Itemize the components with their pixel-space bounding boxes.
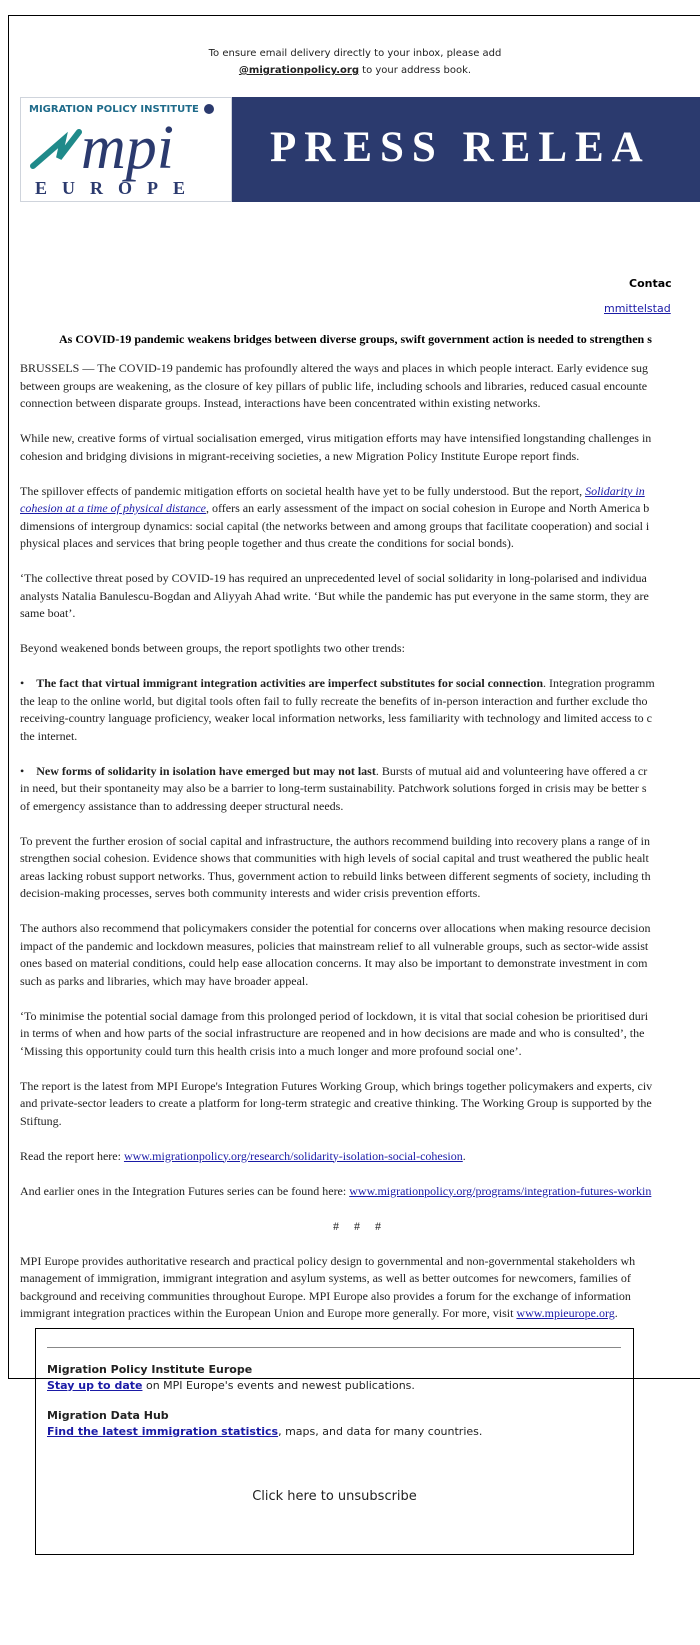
text-line: . Integration programm [543,676,655,690]
press-release-title: PRESS RELEA [270,124,651,171]
text-line: Stiftung. [20,1113,62,1128]
text-line: of emergency assistance than to addressing deeper structural needs. [20,798,344,813]
bullet-1 [20,675,700,745]
text-line: , offers an early assessment of the impact on social cohesion in Europe and North America b [205,501,650,515]
paragraph-3 [20,483,700,553]
footer-text: on MPI Europe's events and newest publications. [142,1379,415,1392]
report-url-link[interactable]: www.migrationpolicy.org/research/solidarity-isolation-social-cohesion [123,1148,463,1163]
report-title-link[interactable]: Solidarity in [585,483,645,498]
contact-label: Contac [629,277,672,290]
text-line: such as parks and libraries, which may have broader appeal. [20,973,309,988]
text-line: ‘Missing this opportunity could turn this health crisis into a much longer and more profound social one’. [20,1043,522,1058]
immigration-statistics-link[interactable]: Find the latest immigration statistics [47,1425,279,1438]
footer-divider [47,1347,621,1348]
text-line: The authors also recommend that policymakers consider the potential for concerns over allocations when making resource decision [20,921,651,935]
text-line: cohesion and bridging divisions in migrant-receiving societies, a new Migration Policy Institute Europe report finds. [20,448,580,463]
bullet-2-bold: New forms of solidarity in isolation have emerged but may not last [36,763,376,778]
logo-top-text: MIGRATION POLICY INSTITUTE [29,104,199,115]
delivery-line-2 [9,62,700,79]
unsubscribe-link[interactable]: Click here to unsubscribe [252,1489,417,1504]
text-line: in terms of when and how parts of the social infrastructure are reopened and in how decisions are made and who is consulted’, the [20,1026,645,1040]
paragraph-9 [20,1078,700,1131]
delivery-line-1: To ensure email delivery directly to your inbox, please add [208,48,502,59]
text-line: And earlier ones in the Integration Futures series can be found here: [20,1183,350,1198]
text-line: receiving-country language proficiency, weaker local information networks, less familiarity with technology and limited access to c [20,711,653,725]
footer-org1-line [47,1379,415,1392]
text-line: . [614,1306,618,1320]
email-frame [8,15,700,1379]
text-line: areas lacking robust support networks. Thus, government action to rebuild links between different segments of society, including th [20,868,651,883]
contact-email-link[interactable]: mmittelstad [604,302,671,315]
footer-org2-line [47,1425,482,1438]
press-release-band [232,97,700,202]
paragraph-10 [20,1148,700,1166]
text-line: ‘The collective threat posed by COVID-19 has required an unprecedented level of social solidarity in long-polarised and individua [20,571,647,585]
footer-text: , maps, and data for many countries. [278,1425,483,1438]
text-line: connection between disparate groups. Instead, interactions have been concentrated within existing networks. [20,396,541,410]
paragraph-6 [20,833,700,903]
paragraph-11 [20,1183,700,1201]
text-line: the leap to the online world, but digital tools often fail to fully recreate the benefits of in-person interaction and further exclude tho [20,693,648,708]
bullet-1-bold: The fact that virtual immigrant integration activities are imperfect substitutes for social connection [36,676,544,690]
footer-box [35,1328,634,1555]
text-line: decision-making processes, serves both community interests and wider crisis prevention efforts. [20,886,481,900]
text-line: dimensions of intergroup dynamics: social capital (the networks between and among groups that facilitate cooperation) and social i [20,518,650,533]
footer-org1-title: Migration Policy Institute Europe [47,1363,253,1376]
delivery-email-link[interactable]: @migrationpolicy.org [238,65,359,76]
text-line: The spillover effects of pandemic mitigation efforts on societal health have yet to be fully understood. But the report, [20,483,586,498]
text-line: ones based on material conditions, could help ease allocation concerns. It may also be important to demonstrate investment in com [20,956,648,970]
text-line: the internet. [20,728,78,743]
text-line: ‘To minimise the potential social damage from this prolonged period of lockdown, it is vital that social cohesion be prioritised duri [20,1008,649,1023]
paragraph-1 [20,360,700,413]
press-release-banner [20,97,700,202]
article-body [20,360,700,1340]
text-line: The report is the latest from MPI Europe's Integration Futures Working Group, which brings together policymakers and experts, civ [20,1078,653,1093]
section-divider-hashes: # # # [333,1218,387,1233]
text-line: in need, but their spontaneity may also be a barrier to long-term sustainability. Patchwork solutions forged in crisis may be better s [20,781,647,795]
stay-up-to-date-link[interactable]: Stay up to date [47,1379,143,1392]
mpi-wordmark-icon [29,110,229,182]
text-line: Read the report here: [20,1148,124,1163]
text-line: While new, creative forms of virtual socialisation emerged, virus mitigation efforts may have intensified longstanding challenges in [20,431,652,445]
logo-mpi-text: mpi [81,114,174,182]
paragraph-12 [20,1253,700,1323]
footer-org2-title: Migration Data Hub [47,1409,169,1422]
bullet-icon: • [20,676,37,690]
headline: As COVID-19 pandemic weakens bridges between diverse groups, swift government action is needed to strengthen s [59,332,652,346]
logo-europe-text: EUROPE [35,178,201,198]
delivery-notice [9,45,700,79]
report-title-link-cont[interactable]: cohesion at a time of physical distance [20,501,206,515]
mpi-europe-logo[interactable] [20,97,232,202]
text-line: strengthen social cohesion. Evidence shows that communities with high levels of social capital and trust weathered the public healt [20,851,649,865]
text-line: management of immigration, immigrant integration and asylum systems, as well as better outcomes for newcomers, families of [20,1271,631,1285]
text-line: background and receiving communities throughout Europe. MPI Europe also provides a forum for the exchange of information [20,1288,631,1303]
paragraph-2 [20,430,700,465]
series-url-link[interactable]: www.migrationpolicy.org/programs/integration-futures-workin [349,1183,652,1198]
text-line: and private-sector leaders to create a platform for long-term strategic and creative thinking. The Working Group is supported by the [20,1096,652,1110]
text-line: immigrant integration practices within the European Union and Europe more generally. For more, visit [20,1306,517,1320]
mpieurope-link[interactable]: www.mpieurope.org [516,1306,615,1320]
text-line: same boat’. [20,606,76,620]
text-line: . Bursts of mutual aid and volunteering have offered a cr [375,763,648,778]
text-line: between groups are weakening, as the closure of key pillars of public life, including schools and libraries, reduced casual encounte [20,378,648,393]
paragraph-5: Beyond weakened bonds between groups, the report spotlights two other trends: [20,641,405,655]
text-line: physical places and services that bring people together and thus create the conditions for social bonds). [20,536,514,550]
bullet-2 [20,763,700,816]
text-line: . [462,1148,466,1163]
bullet-icon: • [20,763,37,778]
paragraph-4 [20,570,700,623]
text-line: analysts Natalia Banulescu-Bogdan and Aliyyah Ahad write. ‘But while the pandemic has put everyone in the same storm, they are [20,588,649,603]
delivery-line-2-rest: to your address book. [358,65,472,76]
text-line: BRUSSELS — The COVID-19 pandemic has profoundly altered the ways and places in which people interact. Early evidence sug [20,361,648,375]
paragraph-8 [20,1008,700,1061]
text-line: impact of the pandemic and lockdown measures, policies that mainstream relief to all vulnerable groups, such as sector-wide assist [20,938,649,953]
text-line: MPI Europe provides authoritative research and practical policy design to governmental and non-governmental stakeholders wh [20,1253,636,1268]
paragraph-7 [20,920,700,990]
text-line: To prevent the further erosion of social capital and infrastructure, the authors recommend building into recovery plans a range of in [20,833,650,848]
